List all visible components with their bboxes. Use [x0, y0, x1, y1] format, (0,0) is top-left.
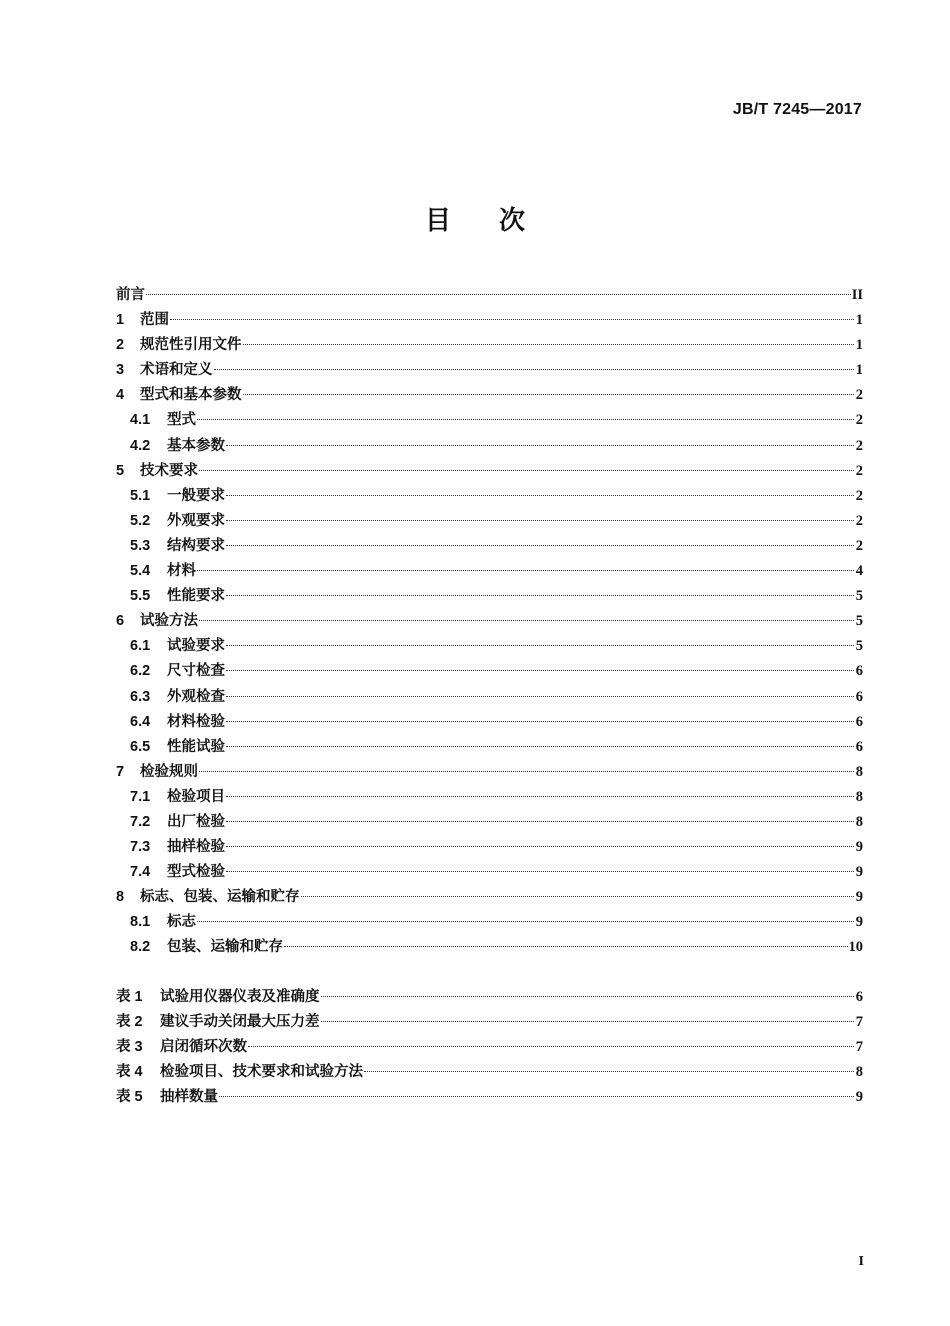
dot-leader — [226, 871, 854, 872]
toc-entry-page: 2 — [855, 537, 863, 554]
toc-entry-label: 前言 — [116, 287, 145, 303]
toc-entry[interactable] — [116, 484, 863, 509]
toc-entry-page: 6 — [855, 663, 863, 680]
dot-leader — [226, 721, 854, 722]
dot-leader — [226, 846, 854, 847]
toc-entry-label: 试验方法 — [140, 613, 198, 630]
toc-entry-label: 型式检验 — [167, 864, 225, 881]
dot-leader — [243, 344, 855, 345]
dot-leader — [219, 1096, 854, 1097]
toc-entry-page: 5 — [855, 638, 863, 655]
dot-leader — [226, 495, 854, 496]
toc-entry[interactable] — [116, 760, 863, 785]
toc-entry[interactable] — [116, 785, 863, 810]
toc-entry[interactable] — [116, 735, 863, 760]
toc-entry-page: 4 — [855, 563, 863, 580]
toc-entry[interactable] — [116, 358, 863, 383]
toc-entry[interactable] — [116, 860, 863, 885]
standard-code: JB/T 7245—2017 — [732, 101, 862, 118]
title-char-1: 目 — [424, 206, 451, 236]
toc-list — [116, 283, 863, 961]
toc-entry-number: 4.1 — [130, 412, 151, 429]
toc-entry-label: 技术要求 — [140, 462, 198, 479]
toc-entry-label: 性能要求 — [167, 588, 225, 605]
toc-entry-number: 8.1 — [130, 914, 151, 931]
toc-entry-label: 启闭循环次数 — [160, 1039, 247, 1056]
dot-leader — [248, 1046, 854, 1047]
toc-entry-number: 4 — [116, 387, 125, 404]
dot-leader — [199, 470, 854, 471]
toc-entry-page: 6 — [855, 713, 863, 730]
toc-entry-number: 表 2 — [116, 1014, 143, 1031]
dot-leader — [243, 394, 855, 395]
dot-leader — [197, 921, 854, 922]
toc-entry-page: 2 — [855, 437, 863, 454]
toc-entry[interactable] — [116, 910, 863, 935]
page-title — [0, 200, 950, 237]
toc-entry-number: 6.1 — [130, 638, 151, 655]
toc-entry-number: 3 — [116, 362, 125, 379]
dot-leader — [321, 1021, 855, 1022]
toc-entry[interactable] — [116, 308, 863, 333]
toc-entry-page: 2 — [855, 462, 863, 479]
toc-entry-number: 5.4 — [130, 563, 151, 580]
toc-entry-number: 表 3 — [116, 1039, 143, 1056]
toc-entry-label: 抽样检验 — [167, 839, 225, 856]
page-number: I — [858, 1254, 864, 1269]
toc-entry-page: 2 — [855, 387, 863, 404]
toc-entry-label: 出厂检验 — [167, 813, 225, 830]
toc-entry-number: 6.3 — [130, 688, 151, 705]
toc-entry-label: 外观要求 — [167, 512, 225, 529]
toc-entry-page: 8 — [855, 763, 863, 780]
toc-entry-label: 材料 — [167, 563, 196, 580]
toc-entry-number: 4.2 — [130, 437, 151, 454]
dot-leader — [226, 821, 854, 822]
toc-entry[interactable] — [116, 1085, 863, 1110]
dot-leader — [226, 645, 854, 646]
toc-entry-label: 材料检验 — [167, 713, 225, 730]
dot-leader — [199, 771, 854, 772]
toc-entry-label: 试验用仪器仪表及准确度 — [160, 989, 320, 1005]
dot-leader — [226, 796, 854, 797]
toc-entry-number: 7.1 — [130, 788, 151, 805]
toc-entry-label: 型式 — [167, 412, 196, 429]
toc-entry-number: 5.3 — [130, 537, 151, 554]
toc-entry[interactable] — [116, 659, 863, 684]
dot-leader — [284, 946, 848, 947]
toc-entry[interactable] — [116, 383, 863, 408]
toc-entry[interactable] — [116, 935, 863, 960]
toc-entry-page: 2 — [855, 512, 863, 529]
toc-entry-label: 抽样数量 — [160, 1089, 218, 1106]
dot-leader — [170, 319, 854, 320]
toc-entry-label: 试验要求 — [167, 638, 225, 655]
toc-entry-page: 1 — [855, 337, 863, 354]
toc-entry-page: 10 — [848, 939, 863, 956]
toc-entry-number: 表 5 — [116, 1089, 143, 1106]
toc-entry[interactable] — [116, 685, 863, 710]
toc-entry-label: 检验规则 — [140, 763, 198, 780]
toc-entry-number: 7.3 — [130, 839, 151, 856]
toc-entry[interactable] — [116, 1060, 863, 1085]
dot-leader — [226, 520, 854, 521]
toc-entry[interactable] — [116, 559, 863, 584]
toc-entry-number: 7.2 — [130, 813, 151, 830]
toc-entry-page: 9 — [855, 914, 863, 931]
toc-entry-label: 结构要求 — [167, 537, 225, 554]
toc-entry-page: 5 — [855, 613, 863, 630]
toc-entry-page: 7 — [855, 1039, 863, 1056]
dot-leader — [197, 570, 854, 571]
toc-entry[interactable] — [116, 509, 863, 534]
toc-entry-number: 7 — [116, 763, 125, 780]
toc-entry-page: 8 — [855, 788, 863, 805]
toc-entry[interactable] — [116, 434, 863, 459]
toc-entry-page: 9 — [855, 889, 863, 906]
toc-entry-label: 范围 — [140, 312, 169, 329]
toc-entry[interactable] — [116, 534, 863, 559]
toc-entry-label: 规范性引用文件 — [140, 337, 242, 354]
toc-entry-page: 6 — [855, 688, 863, 705]
toc-entry-number: 8.2 — [130, 939, 151, 956]
toc-entry-label: 建议手动关闭最大压力差 — [160, 1014, 320, 1031]
toc-entry-page: 9 — [855, 864, 863, 881]
toc-entry-number: 6.4 — [130, 713, 151, 730]
toc-entry[interactable] — [116, 810, 863, 835]
dot-leader — [226, 445, 854, 446]
toc-entry-number: 7.4 — [130, 864, 151, 881]
dot-leader — [226, 545, 854, 546]
toc-entry[interactable] — [116, 609, 863, 634]
toc-entry-number: 5.1 — [130, 487, 151, 504]
toc-entry-label: 尺寸检查 — [167, 663, 225, 680]
toc-entry-page: 9 — [855, 1089, 863, 1106]
toc-entry-number: 6.2 — [130, 663, 151, 680]
toc-entry-page: 8 — [855, 1064, 863, 1081]
toc-entry-label: 外观检查 — [167, 688, 225, 705]
dot-leader — [146, 294, 851, 295]
toc-entry-label: 基本参数 — [167, 437, 225, 454]
toc-entry-page: 1 — [855, 362, 863, 379]
toc-entry-number: 5 — [116, 462, 125, 479]
dot-leader — [364, 1071, 854, 1072]
toc-entry-page: 6 — [855, 989, 863, 1005]
toc-entry[interactable] — [116, 985, 863, 1010]
toc-entry-page: 9 — [855, 839, 863, 856]
toc-entry[interactable] — [116, 835, 863, 860]
dot-leader — [214, 369, 855, 370]
toc-entry[interactable] — [116, 1035, 863, 1060]
table-list — [116, 985, 863, 1110]
toc-entry-page: 2 — [855, 487, 863, 504]
toc-entry-page: 7 — [855, 1014, 863, 1031]
dot-leader — [197, 419, 854, 420]
toc-entry-label: 检验项目、技术要求和试验方法 — [160, 1064, 363, 1081]
toc-entry[interactable] — [116, 459, 863, 484]
dot-leader — [226, 595, 854, 596]
toc-entry-label: 性能试验 — [167, 738, 225, 755]
toc-entry-label: 包装、运输和贮存 — [167, 939, 283, 956]
toc-entry-page: II — [851, 287, 863, 303]
toc-entry-number: 2 — [116, 337, 125, 354]
toc-entry-page: 2 — [855, 412, 863, 429]
dot-leader — [226, 696, 854, 697]
toc-entry-label: 术语和定义 — [140, 362, 213, 379]
toc-entry-number: 表 1 — [116, 989, 143, 1005]
toc-entry-number: 6 — [116, 613, 125, 630]
toc-entry-page: 6 — [855, 738, 863, 755]
toc-entry-number: 5.5 — [130, 588, 151, 605]
toc-entry[interactable] — [116, 408, 863, 433]
toc-entry-label: 标志 — [167, 914, 196, 931]
toc-entry[interactable] — [116, 710, 863, 735]
title-char-2: 次 — [499, 206, 526, 236]
toc-entry-number: 表 4 — [116, 1064, 143, 1081]
dot-leader — [199, 620, 854, 621]
toc-entry[interactable] — [116, 283, 863, 308]
toc-entry[interactable] — [116, 333, 863, 358]
dot-leader — [226, 746, 854, 747]
toc-entry-page: 1 — [855, 312, 863, 329]
dot-leader — [301, 896, 855, 897]
toc-entry-label: 型式和基本参数 — [140, 387, 242, 404]
dot-leader — [321, 996, 855, 997]
dot-leader — [226, 670, 854, 671]
toc-entry-label: 标志、包装、运输和贮存 — [140, 889, 300, 906]
toc-entry[interactable] — [116, 634, 863, 659]
toc-entry-number: 5.2 — [130, 512, 151, 529]
toc-entry-label: 一般要求 — [167, 487, 225, 504]
toc-entry-number: 6.5 — [130, 738, 151, 755]
toc-entry[interactable] — [116, 1010, 863, 1035]
toc-entry-label: 检验项目 — [167, 788, 225, 805]
toc-entry-number: 1 — [116, 312, 125, 329]
toc-entry-page: 8 — [855, 813, 863, 830]
toc-entry[interactable] — [116, 584, 863, 609]
toc-entry-page: 5 — [855, 588, 863, 605]
toc-entry-number: 8 — [116, 889, 125, 906]
toc-entry[interactable] — [116, 885, 863, 910]
